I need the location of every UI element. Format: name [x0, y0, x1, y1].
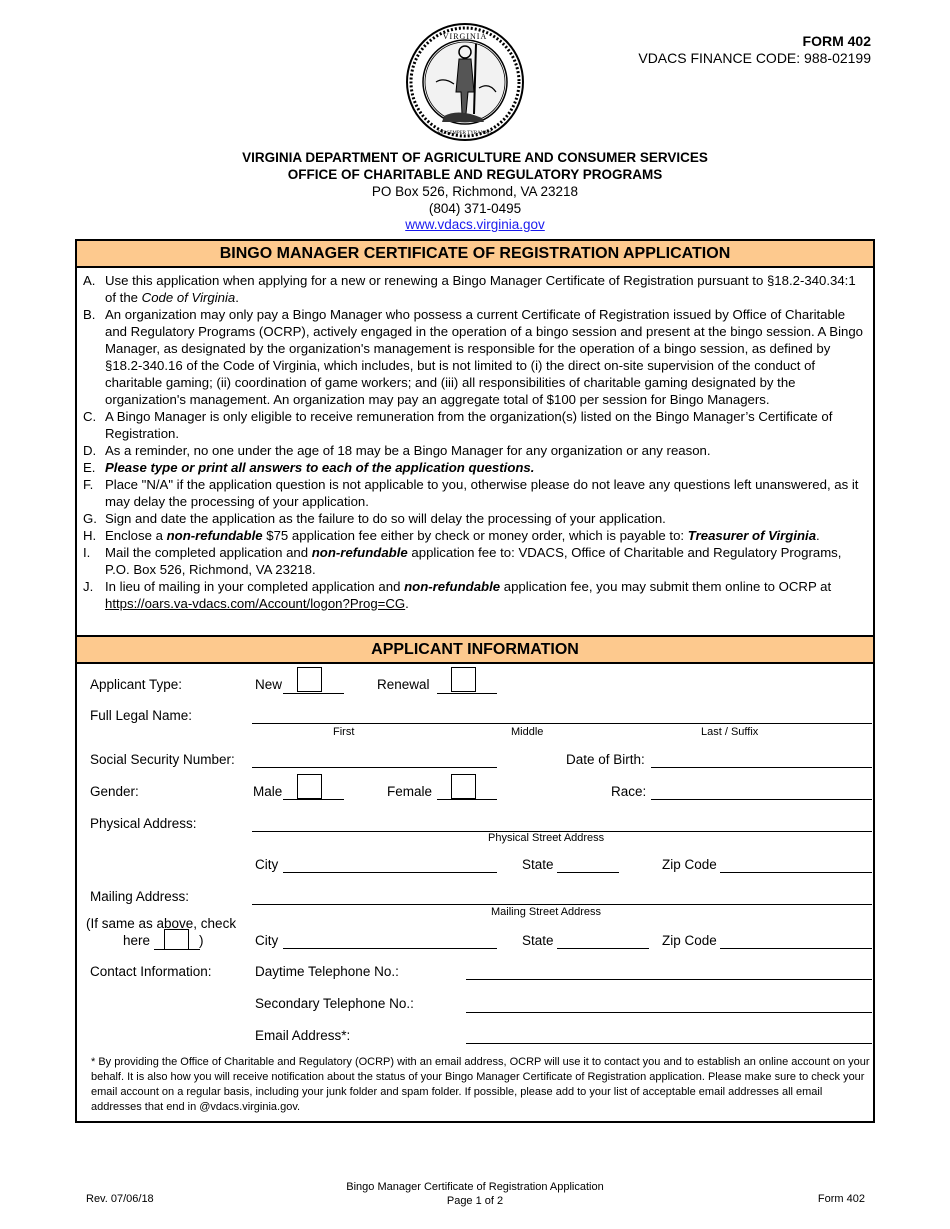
daytime-phone-field[interactable] [466, 979, 872, 980]
mailing-state-label: State [522, 933, 554, 948]
page-number: Page 1 of 2 [446, 1195, 504, 1207]
virginia-seal-icon [404, 22, 526, 142]
instruction-c: C. A Bingo Manager is only eligible to receive remuneration from the organization(s) listed on the Bingo Manager’s Certificate of Registration. [83, 409, 833, 441]
agency-name: VIRGINIA DEPARTMENT OF AGRICULTURE AND CONSUMER SERVICES [242, 150, 708, 165]
male-checkbox[interactable] [297, 774, 322, 799]
ssn-label: Social Security Number: [90, 752, 235, 767]
male-line [283, 799, 344, 800]
female-line [437, 799, 497, 800]
email-footnote: * By providing the Office of Charitable and Regulatory (OCRP) with an email address, OCRP will use it to contact you and to establish an online account on your behalf. It is also how you will receive notification about the status of your Bingo Manager Certificate of Registration application. Please make sure to check your email account on a regular basis, including your junk folder and spam folder. If possible, please add to your list of acceptable email addresses all email addresses that end in @vdacs.virginia.gov. [91, 1056, 870, 1113]
new-line [283, 693, 344, 694]
mailing-state-field[interactable] [557, 948, 649, 949]
physical-state-label: State [522, 857, 554, 872]
physical-zip-field[interactable] [720, 872, 872, 873]
revision-date: Rev. 07/06/18 [86, 1193, 154, 1205]
svg-text:VIRGINIA: VIRGINIA [442, 32, 488, 41]
full-name-label: Full Legal Name: [90, 708, 193, 723]
ocrp-online-link[interactable]: https://oars.va-vdacs.com/Account/logon?Prog=CG [105, 596, 406, 611]
dob-label: Date of Birth: [566, 752, 645, 767]
race-label: Race: [611, 784, 647, 799]
instruction-d: D. As a reminder, no one under the age of 18 may be a Bingo Manager for any organization or any reason. [83, 443, 711, 458]
new-checkbox[interactable] [297, 667, 322, 692]
same-as-above-here: here [123, 933, 151, 948]
mailing-street-caption: Mailing Street Address [491, 906, 602, 918]
full-name-field[interactable] [252, 723, 872, 724]
secondary-phone-field[interactable] [466, 1012, 872, 1013]
footer-form-number: Form 402 [817, 1193, 865, 1205]
mailing-street-field[interactable] [252, 904, 872, 905]
form-number: FORM 402 [802, 33, 871, 49]
female-checkbox[interactable] [451, 774, 476, 799]
female-label: Female [387, 784, 433, 799]
renewal-checkbox[interactable] [451, 667, 476, 692]
mailing-zip-field[interactable] [720, 948, 872, 949]
same-as-above-checkbox[interactable] [164, 929, 189, 950]
instruction-f: F. Place "N/A" if the application question is not applicable to you, otherwise please do not leave any questions left unanswered, as it may delay the processing of your application. [83, 477, 859, 509]
agency-phone: (804) 371-0495 [428, 201, 522, 216]
physical-address-label: Physical Address: [90, 816, 197, 831]
applicant-info-heading: APPLICANT INFORMATION [77, 635, 873, 664]
middle-name-caption: Middle [511, 726, 544, 738]
instruction-g: G. Sign and date the application as the failure to do so will delay the processing of your application. [83, 511, 666, 526]
first-name-caption: First [333, 726, 355, 738]
instruction-j: J. In lieu of mailing in your completed application and non-refundable application fee, you may submit them online to OCRP at https://oars.va-vdacs.com/Account/logon?Prog=CG. [83, 579, 832, 611]
male-label: Male [253, 784, 283, 799]
footer-title: Bingo Manager Certificate of Registration Application [346, 1181, 604, 1193]
contact-info-label: Contact Information: [90, 964, 212, 979]
instruction-b: B. An organization may only pay a Bingo Manager who possess a current Certificate of Registration issued by Office of Charitable and Regulatory Programs (OCRP), actively engaged in the operation of a bingo session and present at the bingo session. A Bingo Manager, as designated by the organization's management is responsible for the operation of a bingo session, as defined by §18.2-340.16 of the Code of Virginia, which includes, but is not limited to (i) the direct on-site supervision of the conduct of charitable gaming; (ii) coordination of game workers; and (iii) all responsibilities of charitable gaming designated by the organization's management. An organization may pay an aggregate total of $100 per session for Bingo Managers. [83, 307, 864, 407]
dob-field[interactable] [651, 767, 872, 768]
mailing-address-label: Mailing Address: [90, 889, 190, 904]
instruction-e: E. Please type or print all answers to each of the application questions. [83, 460, 535, 475]
last-name-caption: Last / Suffix [701, 726, 759, 738]
race-field[interactable] [651, 799, 872, 800]
application-form-box: BINGO MANAGER CERTIFICATE OF REGISTRATION APPLICATION A. Use this application when applying for a new or renewing a Bingo Manager Certificate of Registration pursuant to §18.2-340.34:1 of the Code of Virginia. B. An organization may only pay a Bingo Manager who possess a current Certificate of Registration issued by Office of Charitable and Regulatory Programs (OCRP), actively engaged in the operation of a bingo session and present at the bingo session. A Bingo Manager, as designated by the organization's management is responsible for the operation of a bingo session, as defined by §18.2-340.16 of the Code of Virginia, which includes, but is not limited to (i) the direct on-site supervision of the conduct of charitable gaming; (ii) coordination of game workers; and (iii) all responsibilities of charitable gaming designated by the organization's management. An organization may pay an aggregate total of $100 per session for Bingo Managers. C. A Bingo Manager is only eligible to receive remuneration from the organization(s) listed on the Bingo Manager’s Certificate of Registration. D. As a reminder, no one under the age of 18 may be a Bingo Manager for any organization or any reason. E. Please type or print all answers to each of the application questions. F. Place "N/A" if the application question is not applicable to you, otherwise please do not leave any questions left unanswered, as it may delay the processing of your application. G. Sign and date the application as the failure to do so will delay the processing of your application. H. Enclose a non-refundable $75 application fee either by check or money order, which is payable to: Treasurer of Virginia. I. Mail the completed application and non-refundable application fee to: VDACS, Office of Charitable and Regulatory Programs, P.O. Box 526, Richmond, VA 23218. J. In lieu of mailing in your completed application and non-refundable application fee, you may submit them online to OCRP at https://oars.va-vdacs.com/Account/logon?Prog=CG. APPLICANT INFORMATION Applicant Type: New Renewal Full Legal Name: First Middle Last / Suffix Social Security Number: Date of Birth: Gender: Male Female Race: Physical Address: Physical Street Address City State Zip Code Mailing Address: Mailing Street Address (If same as above, check here ) City State Zip Code Contact Information: Daytime Telephone No.: Secondary Telephone No.: Email Address*: * By providing the Office of Charitable and Regulatory (OCRP) with an email address, OCRP will use it to contact you and to establish an online account on your behalf. It is also how you will receive notification about the status of your Bingo Manager Certificate of Registration application. Please make sure to check your email account on a regular basis, including your junk folder and spam folder. If possible, please add to your list of acceptable email addresses all email addresses that end in @vdacs.virginia.gov. [75, 239, 875, 1123]
physical-city-field[interactable] [283, 872, 497, 873]
mailing-city-label: City [255, 933, 279, 948]
office-name: OFFICE OF CHARITABLE AND REGULATORY PROGRAMS [287, 167, 663, 182]
email-field[interactable] [466, 1043, 872, 1044]
instruction-i: I. Mail the completed application and non-refundable application fee to: VDACS, Office of Charitable and Regulatory Programs, P.O. Box 526, Richmond, VA 23218. [83, 545, 842, 577]
physical-street-caption: Physical Street Address [488, 832, 605, 844]
physical-zip-label: Zip Code [662, 857, 717, 872]
mailing-zip-label: Zip Code [662, 933, 717, 948]
finance-code: VDACS FINANCE CODE: 988-02199 [638, 50, 871, 66]
renewal-line [437, 693, 497, 694]
mailing-city-field[interactable] [283, 948, 497, 949]
svg-text:SIC SEMPER TYRANNIS: SIC SEMPER TYRANNIS [437, 131, 493, 136]
agency-address: PO Box 526, Richmond, VA 23218 [371, 184, 579, 199]
physical-state-field[interactable] [557, 872, 619, 873]
applicant-type-label: Applicant Type: [90, 677, 183, 692]
form-title: BINGO MANAGER CERTIFICATE OF REGISTRATION APPLICATION [77, 241, 873, 268]
same-as-above-note: (If same as above, check [86, 916, 237, 931]
physical-city-label: City [255, 857, 279, 872]
instruction-h: H. Enclose a non-refundable $75 application fee either by check or money order, which is payable to: Treasurer of Virginia. [83, 528, 820, 543]
new-label: New [255, 677, 283, 692]
email-label: Email Address*: [255, 1028, 351, 1043]
instructions-list [83, 272, 867, 612]
ssn-field[interactable] [252, 767, 497, 768]
renewal-label: Renewal [377, 677, 430, 692]
secondary-phone-label: Secondary Telephone No.: [255, 996, 414, 1011]
instruction-a: A. Use this application when applying for a new or renewing a Bingo Manager Certificate of Registration pursuant to §18.2-340.34:1 of the Code of Virginia. [83, 273, 856, 305]
agency-website-link[interactable]: www.vdacs.virginia.gov [405, 217, 545, 232]
gender-label: Gender: [90, 784, 139, 799]
daytime-phone-label: Daytime Telephone No.: [255, 964, 399, 979]
